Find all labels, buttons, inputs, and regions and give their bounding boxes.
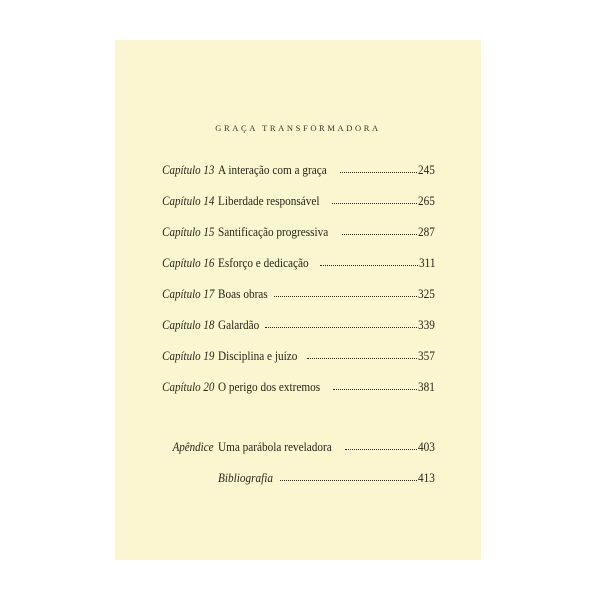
toc-row-appendix xyxy=(115,439,481,455)
page-number: 381 xyxy=(418,380,436,394)
dot-leader xyxy=(340,162,417,174)
page-number: 245 xyxy=(418,163,436,177)
chapter-title: A interação com a graça xyxy=(218,163,327,177)
dot-leader xyxy=(345,439,417,451)
toc-row-chapter-15 xyxy=(115,224,481,240)
appendix-title: Uma parábola reveladora xyxy=(218,440,332,454)
page-number: 413 xyxy=(418,471,436,485)
chapter-title: Esforço e dedicação xyxy=(218,256,309,270)
page-number: 287 xyxy=(418,225,436,239)
dot-leader xyxy=(280,470,417,482)
chapter-title: Disciplina e juízo xyxy=(218,349,298,363)
appendix-label: Apêndice xyxy=(173,440,214,454)
dot-leader xyxy=(320,255,418,267)
dot-leader xyxy=(332,193,417,205)
chapter-title: Boas obras xyxy=(218,287,268,301)
page-number: 403 xyxy=(418,440,436,454)
toc-row-bibliography xyxy=(115,470,481,486)
page-number: 339 xyxy=(418,318,436,332)
chapter-title: Galardão xyxy=(218,318,260,332)
page-number: 311 xyxy=(418,256,436,270)
toc-row-chapter-18 xyxy=(115,317,481,333)
dot-leader xyxy=(342,224,418,236)
dot-leader xyxy=(307,348,417,360)
bibliography-title: Bibliografia xyxy=(218,471,274,485)
toc-row-chapter-19 xyxy=(115,348,481,364)
chapter-label: Capítulo 18 xyxy=(161,318,214,332)
toc-row-chapter-13 xyxy=(115,162,481,178)
page-number: 265 xyxy=(418,194,436,208)
chapter-label: Capítulo 15 xyxy=(161,225,214,239)
page-number: 325 xyxy=(418,287,436,301)
toc-row-chapter-17 xyxy=(115,286,481,302)
chapter-label: Capítulo 20 xyxy=(161,380,214,394)
toc-row-chapter-16 xyxy=(115,255,481,271)
chapter-label: Capítulo 14 xyxy=(161,194,214,208)
chapter-label: Capítulo 17 xyxy=(161,287,214,301)
dot-leader xyxy=(265,317,417,329)
chapter-label: Capítulo 16 xyxy=(161,256,214,270)
chapter-title: O perigo dos extremos xyxy=(218,380,321,394)
page-number: 357 xyxy=(418,349,436,363)
running-head: GRAÇA TRANSFORMADORA xyxy=(215,123,381,133)
table-of-contents xyxy=(115,40,481,560)
chapter-title: Liberdade responsável xyxy=(218,194,320,208)
chapter-label: Capítulo 19 xyxy=(161,349,214,363)
book-page xyxy=(115,40,481,560)
dot-leader xyxy=(333,379,418,391)
chapter-title: Santificação progressiva xyxy=(218,225,329,239)
toc-row-chapter-14 xyxy=(115,193,481,209)
dot-leader xyxy=(274,286,417,298)
toc-row-chapter-20 xyxy=(115,379,481,395)
chapter-label: Capítulo 13 xyxy=(161,163,214,177)
